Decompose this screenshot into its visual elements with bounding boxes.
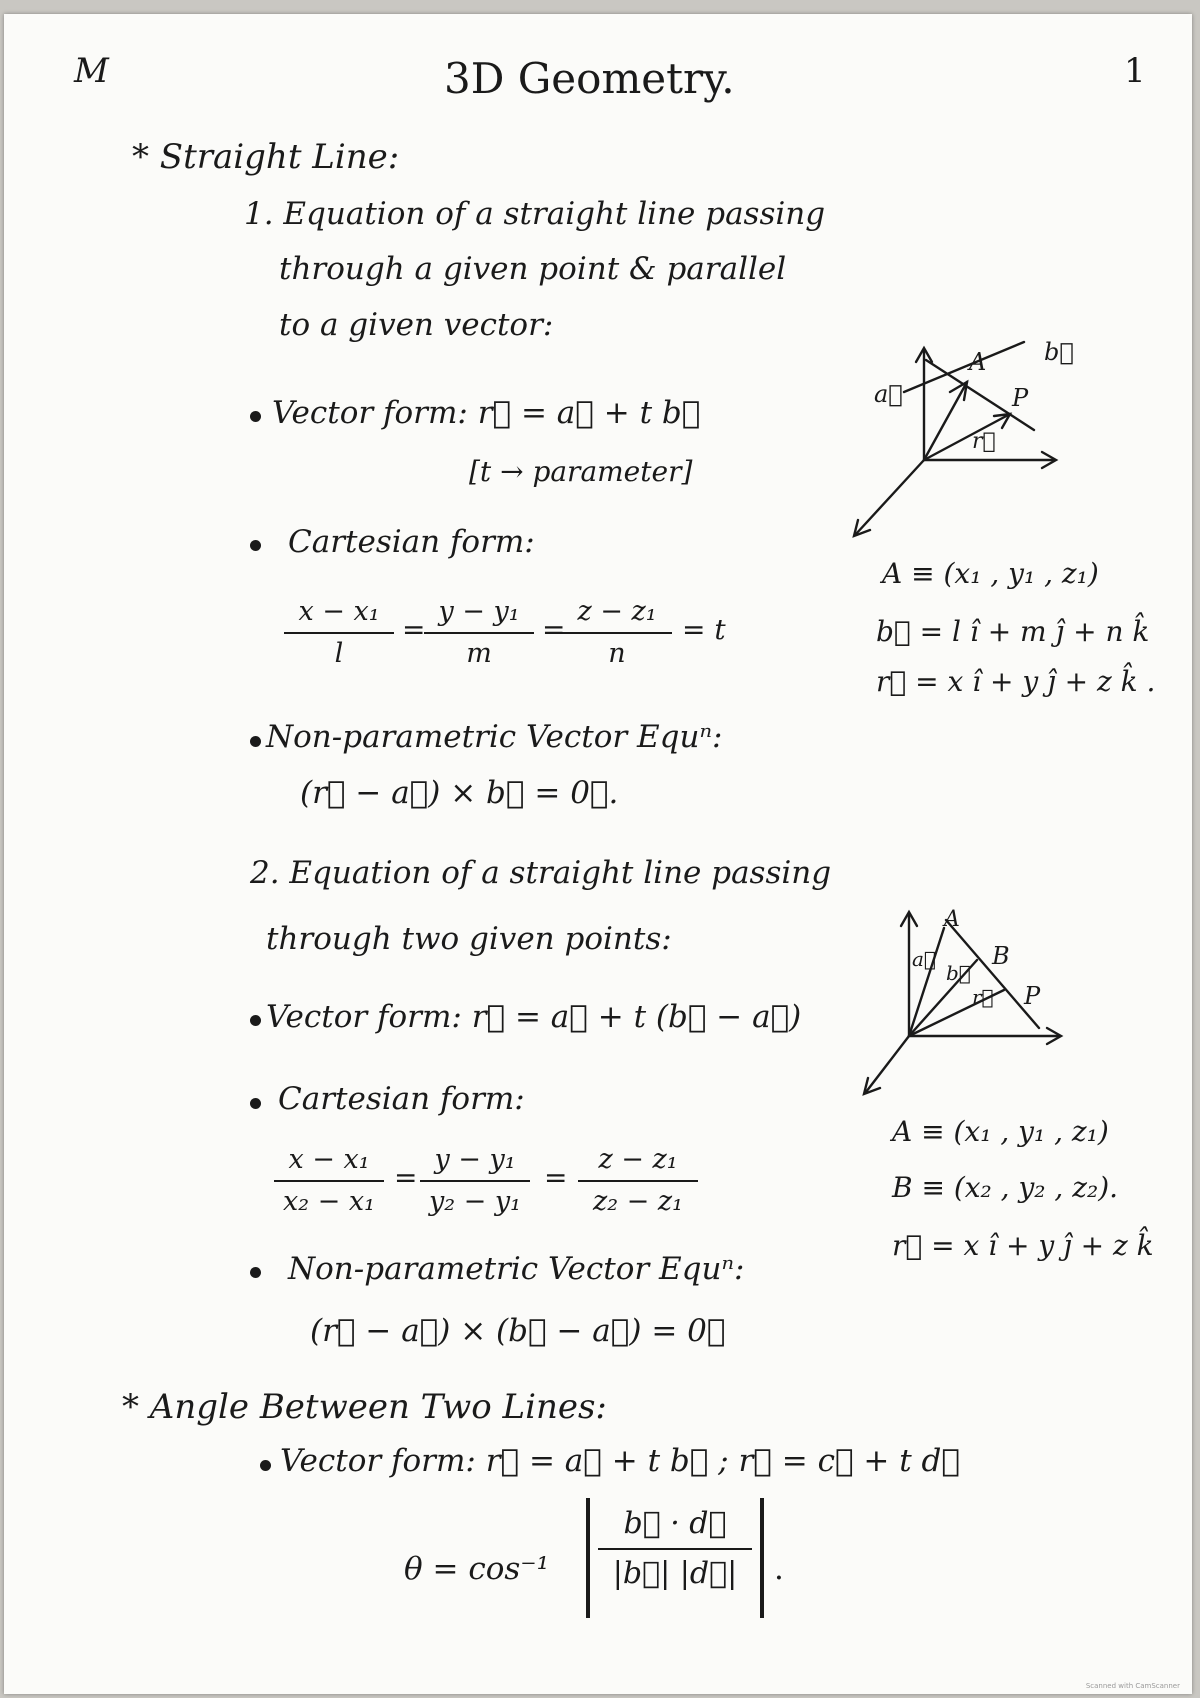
cartesian2-fraction-x: x − x₁ x₂ − x₁: [274, 1144, 384, 1218]
parameter-note: [t → parameter]: [469, 455, 693, 488]
bullet-dot: [250, 540, 261, 551]
angle-vector-form: Vector form: r⃗ = a⃗ + t b⃗ ; r⃗ = c⃗ + t d⃗: [280, 1443, 960, 1479]
item2-vector-form: Vector form: r⃗ = a⃗ + t (b⃗ − a⃗): [266, 999, 802, 1035]
item1-nonparam-label: Non-parametric Vector Equⁿ:: [266, 719, 723, 755]
line-through-point-diagram: [844, 332, 1104, 542]
diagram2-label-P: P: [1024, 982, 1041, 1010]
abs-bar-left: [586, 1498, 590, 1618]
bullet-dot: [250, 411, 261, 422]
page-number: 1: [1124, 51, 1146, 91]
equals-sign: =: [544, 1161, 568, 1194]
item2-cartesian-label: Cartesian form:: [278, 1081, 525, 1117]
item1-line-3: to a given vector:: [279, 307, 554, 343]
equals-sign: =: [394, 1161, 418, 1194]
item2-line-2: through two given points:: [266, 921, 672, 957]
section-heading-angle: * Angle Between Two Lines:: [122, 1387, 607, 1427]
theta-numerator: b⃗ · d⃗: [623, 1506, 727, 1541]
theta-denominator: |b⃗| |d⃗|: [612, 1556, 738, 1591]
item1-def-b: b⃗ = l î + m ĵ + n k̂: [876, 615, 1150, 648]
item1-line-2: through a given point & parallel: [279, 251, 787, 287]
item1-line-1: 1. Equation of a straight line passing: [244, 196, 826, 232]
bullet-dot: [250, 1267, 261, 1278]
cartesian1-fraction-y: y − y₁ m: [424, 596, 534, 670]
page-title: 3D Geometry.: [444, 54, 735, 103]
equals-t: = t: [682, 613, 726, 646]
diagram2-label-a: a⃗: [912, 947, 936, 971]
diagram1-label-r: r⃗: [972, 429, 996, 454]
item1-nonparam-equation: (r⃗ − a⃗) × b⃗ = 0⃗.: [300, 775, 619, 811]
cartesian1-fraction-z: z − z₁ n: [562, 596, 672, 670]
item2-nonparam-label: Non-parametric Vector Equⁿ:: [288, 1251, 745, 1287]
line-through-two-points-diagram: [854, 904, 1074, 1104]
diagram1-label-P: P: [1012, 384, 1029, 412]
theta-fraction: [598, 1504, 752, 1594]
abs-bar-right: [760, 1498, 764, 1618]
item1-def-r: r⃗ = x î + y ĵ + z k̂ .: [876, 665, 1156, 698]
bullet-dot: [250, 736, 261, 747]
item2-line-1: 2. Equation of a straight line passing: [250, 855, 832, 891]
item2-def-B: B ≡ (x₂ , y₂ , z₂).: [892, 1171, 1119, 1204]
bullet-dot: [260, 1460, 271, 1471]
cartesian1-fraction-x: x − x₁ l: [284, 596, 394, 670]
item2-def-A: A ≡ (x₁ , y₁ , z₁): [892, 1115, 1109, 1148]
theta-lhs: θ = cos⁻¹: [404, 1551, 550, 1587]
notes-page: [4, 14, 1192, 1694]
diagram2-label-b: b⃗: [946, 961, 971, 985]
diagram1-label-A: A: [969, 348, 987, 376]
diagram2-label-r: r⃗: [972, 985, 994, 1009]
corner-mark: M: [74, 51, 109, 91]
diagram1-label-a: a⃗: [874, 380, 903, 408]
equals-sign: =: [542, 613, 566, 646]
diagram2-label-B: B: [992, 942, 1010, 970]
theta-tail: .: [774, 1551, 784, 1587]
diagram2-label-A: A: [944, 907, 960, 932]
section-heading-straight-line: * Straight Line:: [132, 137, 400, 177]
scanner-watermark: Scanned with CamScanner: [1085, 1682, 1180, 1690]
item1-cartesian-label: Cartesian form:: [288, 524, 535, 560]
diagram1-label-b: b⃗: [1044, 338, 1074, 366]
item1-vector-form: Vector form: r⃗ = a⃗ + t b⃗: [272, 395, 701, 431]
cartesian2-fraction-z: z − z₁ z₂ − z₁: [578, 1144, 698, 1218]
cartesian2-fraction-y: y − y₁ y₂ − y₁: [420, 1144, 530, 1218]
item2-def-r: r⃗ = x î + y ĵ + z k̂: [892, 1229, 1154, 1262]
bullet-dot: [250, 1098, 261, 1109]
item2-nonparam-equation: (r⃗ − a⃗) × (b⃗ − a⃗) = 0⃗: [310, 1313, 726, 1349]
equals-sign: =: [402, 613, 426, 646]
item1-def-A: A ≡ (x₁ , y₁ , z₁): [882, 557, 1099, 590]
bullet-dot: [250, 1015, 261, 1026]
